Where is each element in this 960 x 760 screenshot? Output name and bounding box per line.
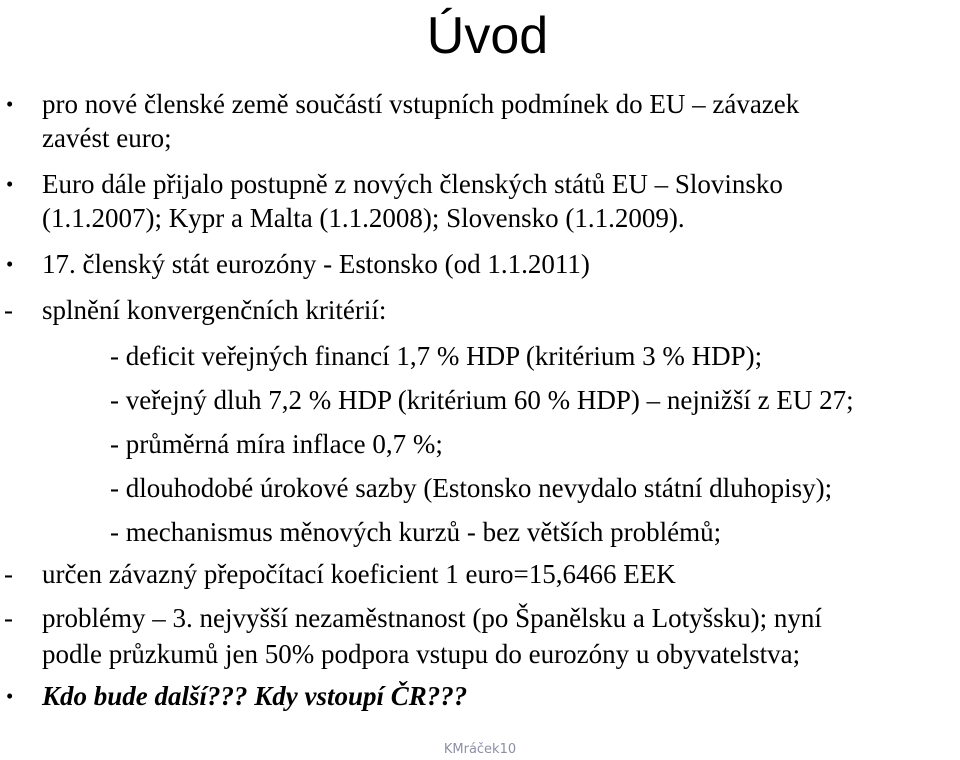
sub-item-text: - deficit veřejných financí 1,7 % HDP (kritérium 3 % HDP);: [110, 341, 763, 371]
bullet-text: 17. členský stát eurozóny - Estonsko (od 1.1.2011): [42, 249, 590, 279]
question-text: Kdo bude další??? Kdy vstoupí ČR???: [42, 681, 468, 711]
sub-item-text: - mechanismus měnových kurzů - bez větších problémů;: [110, 517, 722, 547]
bullet-dot-icon: •: [6, 172, 14, 196]
bullet-dot-icon: •: [6, 684, 14, 708]
bullet-text: zavést euro;: [42, 123, 172, 153]
dash-marker: -: [4, 559, 13, 589]
sub-item-text: - veřejný dluh 7,2 % HDP (kritérium 60 % HDP) – nejnižší z EU 27;: [110, 385, 854, 415]
dash-marker: -: [4, 603, 13, 633]
sub-item-text: - průměrná míra inflace 0,7 %;: [110, 429, 443, 459]
bullet-text: (1.1.2007); Kypr a Malta (1.1.2008); Slovensko (1.1.2009).: [42, 203, 685, 233]
dash-text: problémy – 3. nejvyšší nezaměstnanost (po Španělsku a Lotyšsku); nyní: [42, 603, 822, 633]
dash-marker: -: [4, 295, 13, 325]
bullet-text: Euro dále přijalo postupně z nových členských států EU – Slovinsko: [42, 169, 783, 199]
bullet-text: pro nové členské země součástí vstupních podmínek do EU – závazek: [42, 89, 800, 119]
dash-text: podle průzkumů jen 50% podpora vstupu do eurozóny u obyvatelstva;: [42, 639, 801, 669]
sub-item-text: - dlouhodobé úrokové sazby (Estonsko nevydalo státní dluhopisy);: [110, 473, 833, 503]
slide-title: Úvod: [426, 7, 549, 65]
bullet-dot-icon: •: [6, 92, 14, 116]
bullet-dot-icon: •: [6, 252, 14, 276]
footer-label: KMráček10: [443, 742, 517, 757]
dash-text: určen závazný přepočítací koeficient 1 euro=15,6466 EEK: [42, 559, 676, 589]
dash-text: splnění konvergenčních kritérií:: [42, 295, 387, 325]
